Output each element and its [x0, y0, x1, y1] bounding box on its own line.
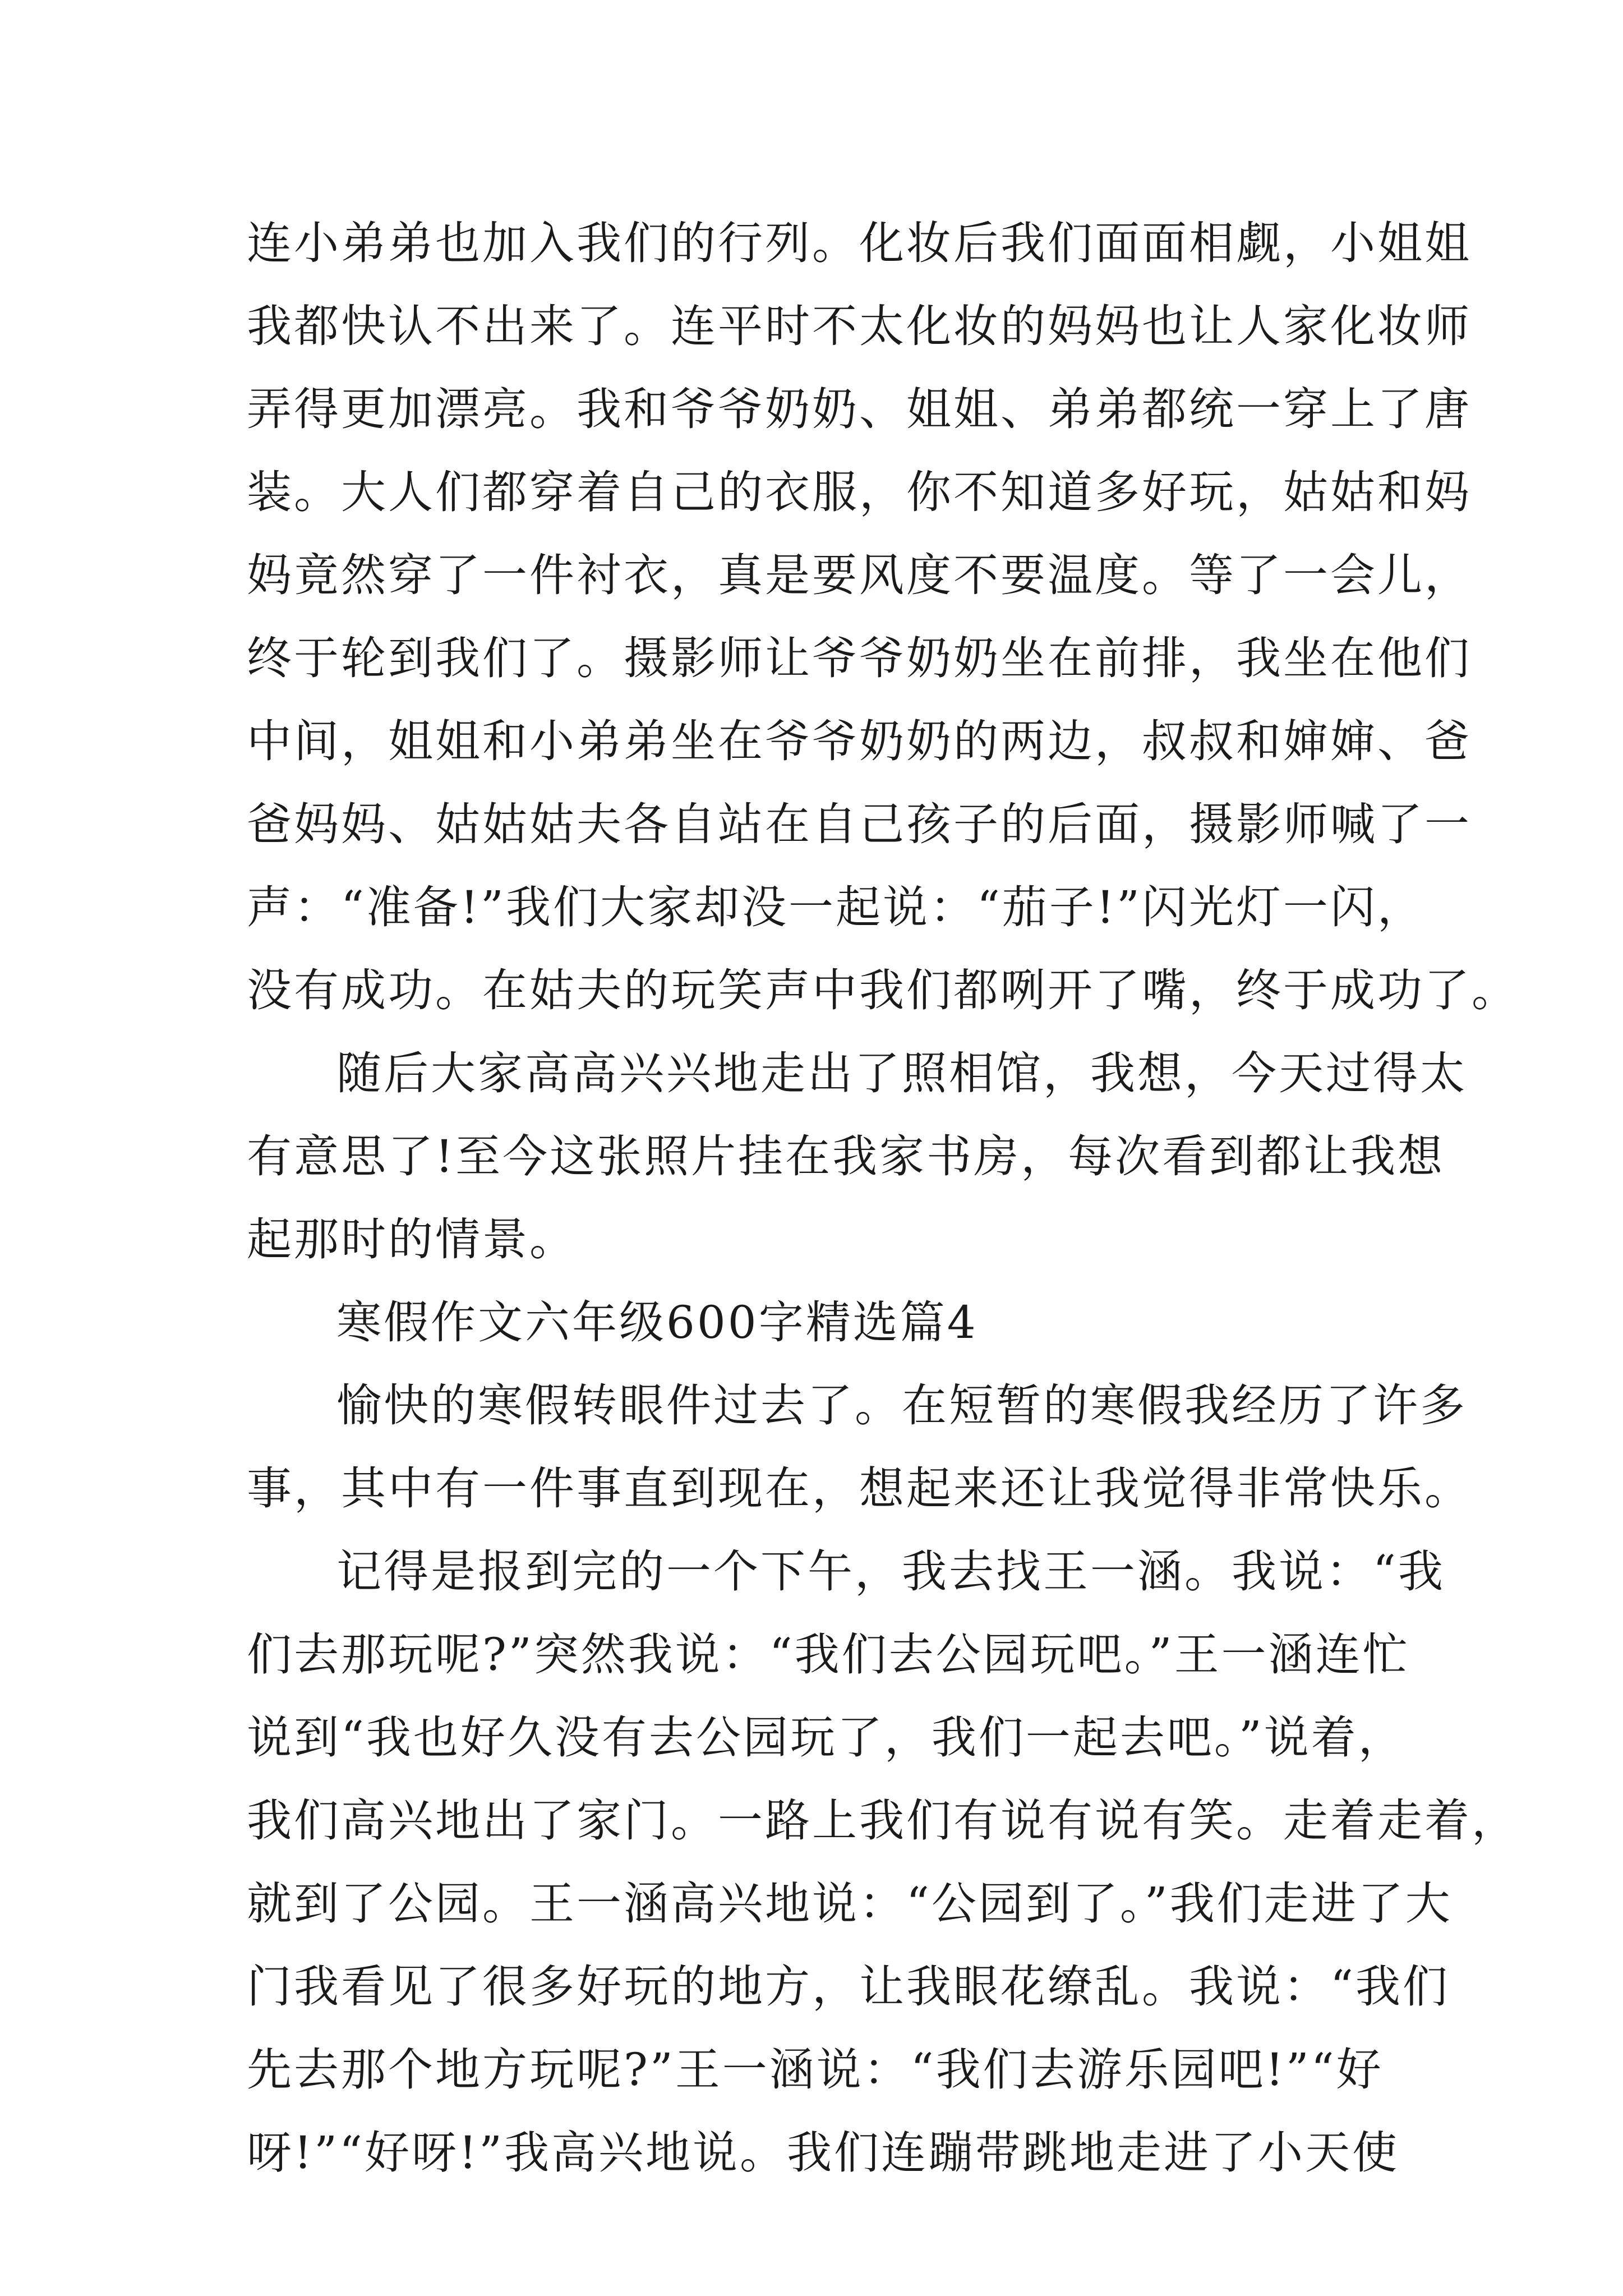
- text-line: 随后大家高高兴兴地走出了照相馆，我想，今天过得太: [336, 1047, 1467, 1099]
- text-line: 我都快认不出来了。连平时不太化妆的妈妈也让人家化妆师: [247, 300, 1472, 352]
- text-line: 说到“我也好久没有去公园玩了，我们一起去吧。”说着，: [247, 1711, 1405, 1764]
- section-heading: 寒假作文六年级600字精选篇4: [336, 1296, 978, 1349]
- text-line: 终于轮到我们了。摄影师让爷爷奶奶坐在前排，我坐在他们: [247, 632, 1472, 684]
- text-line: 连小弟弟也加入我们的行列。化妆后我们面面相觑，小姐姐: [247, 217, 1472, 269]
- text-line: 记得是报到完的一个下午，我去找王一涵。我说：“我: [336, 1545, 1445, 1598]
- text-line: 中间，姐姐和小弟弟坐在爷爷奶奶的两边，叔叔和婶婶、爸: [247, 715, 1472, 767]
- body-text: [247, 202, 1519, 2194]
- text-line: 愉快的寒假转眼件过去了。在短暂的寒假我经历了许多: [336, 1379, 1467, 1432]
- text-line: 呀!”“好呀!”我高兴地说。我们连蹦带跳地走进了小天使: [247, 2127, 1399, 2179]
- text-line: 没有成功。在姑夫的玩笑声中我们都咧开了嘴，终于成功了。: [247, 964, 1519, 1016]
- text-line: 事，其中有一件事直到现在，想起来还让我觉得非常快乐。: [247, 1462, 1472, 1515]
- text-line: 门我看见了很多好玩的地方，让我眼花缭乱。我说：“我们: [247, 1961, 1450, 2013]
- text-line: 起那时的情景。: [247, 1213, 577, 1266]
- text-line: 装。大人们都穿着自己的衣服，你不知道多好玩，姑姑和妈: [247, 466, 1472, 518]
- text-line: 先去那个地方玩呢?”王一涵说：“我们去游乐园吧!”“好: [247, 2044, 1384, 2096]
- text-line: 声：“准备!”我们大家却没一起说：“茄子!”闪光灯一闪，: [247, 881, 1424, 933]
- text-line: 我们高兴地出了家门。一路上我们有说有说有笑。走着走着，: [247, 1795, 1519, 1847]
- text-line: 们去那玩呢?”突然我说：“我们去公园玩吧。”王一涵连忙: [247, 1628, 1410, 1681]
- text-line: 就到了公园。王一涵高兴地说：“公园到了。”我们走进了大: [247, 1878, 1453, 1930]
- text-line: 弄得更加漂亮。我和爷爷奶奶、姐姐、弟弟都统一穿上了唐: [247, 383, 1472, 435]
- text-line: 妈竟然穿了一件衬衣，真是要风度不要温度。等了一会儿，: [247, 549, 1472, 601]
- text-line: 爸妈妈、姑姑姑夫各自站在自己孩子的后面，摄影师喊了一: [247, 798, 1472, 850]
- text-line: 有意思了!至今这张照片挂在我家书房，每次看到都让我想: [247, 1130, 1445, 1182]
